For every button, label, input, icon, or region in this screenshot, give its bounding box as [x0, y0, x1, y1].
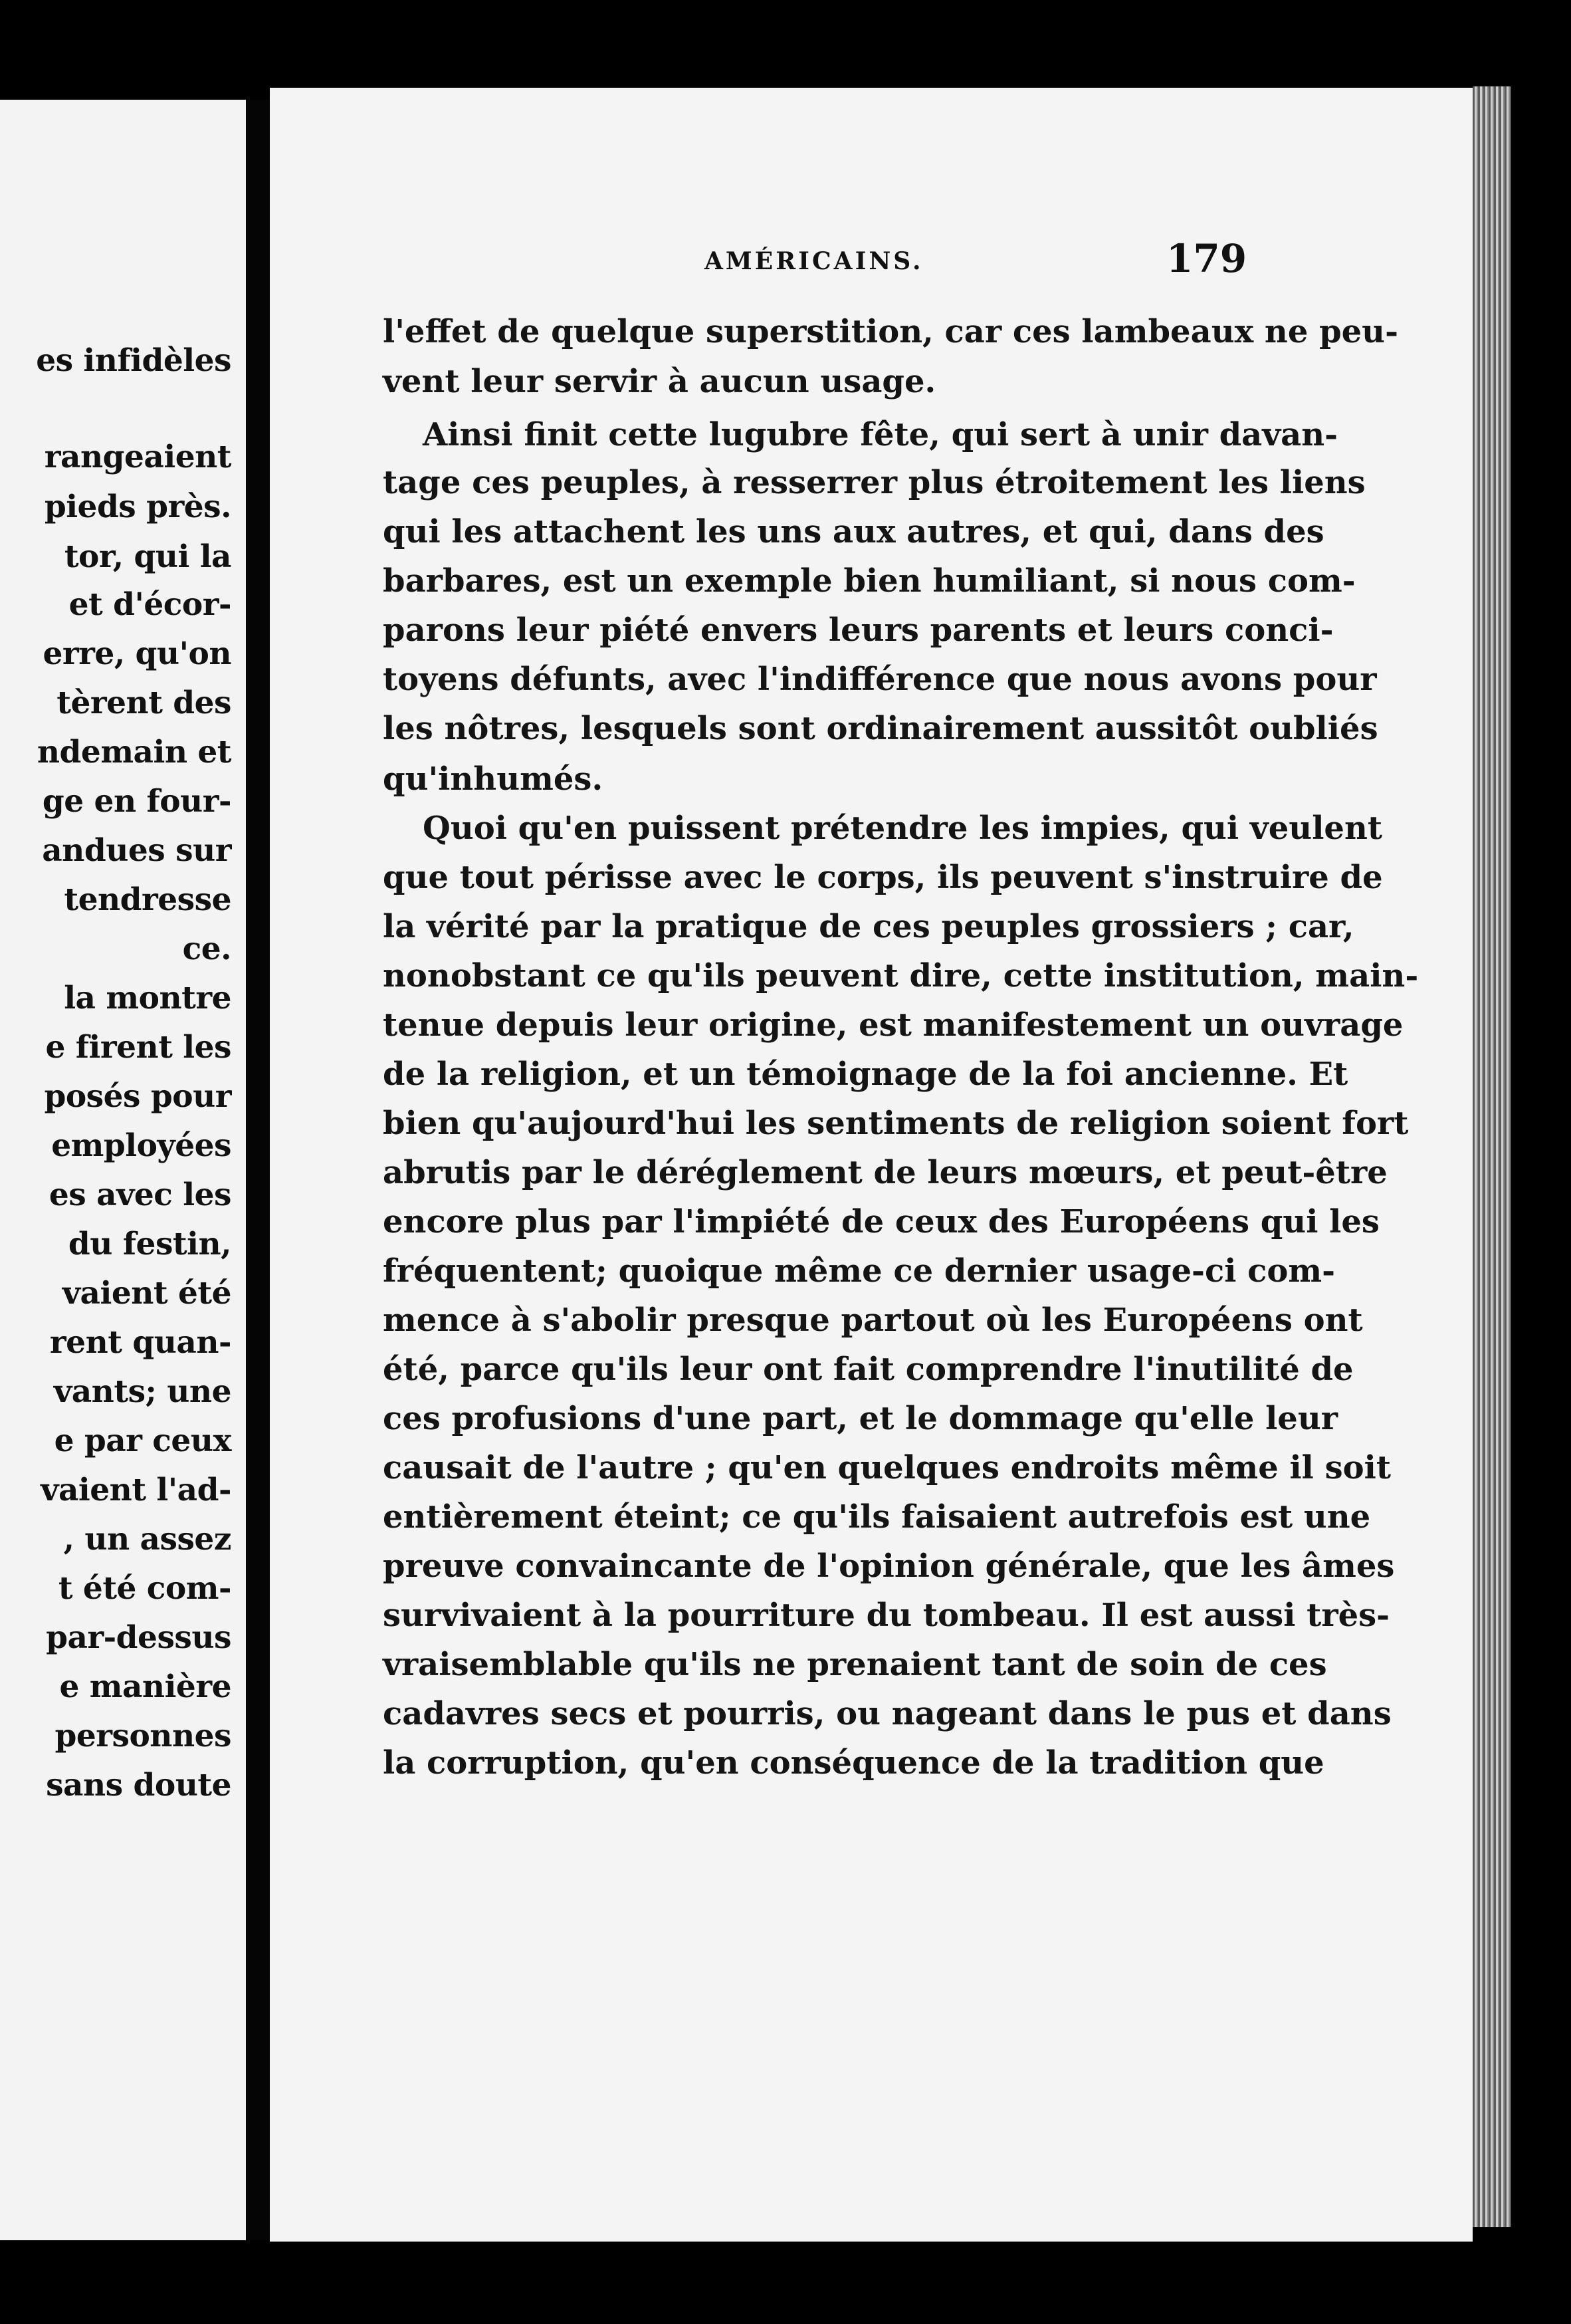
text-line: de la religion, et un témoignage de la foi ancienne. Et	[383, 1056, 1348, 1093]
text-line: les nôtres, lesquels sont ordinairement aussitôt oubliés	[383, 710, 1378, 747]
text-line: fréquentent; quoique même ce dernier usage-ci com-	[383, 1252, 1336, 1290]
left-page-line: vants; une	[53, 1373, 231, 1410]
text-line: vraisemblable qu'ils ne prenaient tant de soin de ces	[383, 1646, 1327, 1683]
text-line: survivaient à la pourriture du tombeau. Il est aussi très-	[383, 1597, 1390, 1634]
text-line: parons leur piété envers leurs parents et leurs conci-	[383, 612, 1334, 649]
left-page-line: es avec les	[49, 1177, 231, 1213]
text-line: bien qu'aujourd'hui les sentiments de religion soient fort	[383, 1105, 1409, 1142]
text-line: l'effet de quelque superstition, car ces lambeaux ne peu-	[383, 313, 1398, 350]
text-line: la corruption, qu'en conséquence de la tradition que	[383, 1744, 1324, 1782]
text-line: ces profusions d'une part, et le dommage qu'elle leur	[383, 1400, 1338, 1437]
left-page-line: vaient été	[62, 1275, 231, 1312]
text-line: abrutis par le déréglement de leurs mœurs, et peut-être	[383, 1154, 1388, 1191]
text-line: vent leur servir à aucun usage.	[383, 363, 936, 400]
text-line: preuve convaincante de l'opinion générale, que les âmes	[383, 1548, 1395, 1585]
left-page-line: tor, qui la	[64, 538, 231, 575]
left-page-line: sans doute	[46, 1767, 231, 1803]
left-page-line: tendresse	[64, 881, 231, 918]
left-page-line: ce.	[182, 931, 231, 967]
text-line: la vérité par la pratique de ces peuples grossiers ; car,	[383, 908, 1354, 945]
left-page-line: posés pour	[44, 1078, 231, 1115]
left-page-line: e firent les	[45, 1029, 231, 1066]
text-line: été, parce qu'ils leur ont fait comprendre l'inutilité de	[383, 1351, 1354, 1388]
text-line: qui les attachent les uns aux autres, et qui, dans des	[383, 513, 1324, 550]
text-line: encore plus par l'impiété de ceux des Européens qui les	[383, 1203, 1380, 1240]
text-line: cadavres secs et pourris, ou nageant dans le pus et dans	[383, 1695, 1392, 1732]
text-line: causait de l'autre ; qu'en quelques endroits même il soit	[383, 1449, 1392, 1486]
book-gutter	[246, 100, 270, 2240]
left-page-line: tèrent des	[56, 685, 231, 721]
text-line: que tout périsse avec le corps, ils peuvent s'instruire de	[383, 859, 1383, 896]
left-page	[0, 100, 246, 2240]
left-page-line: ndemain et	[37, 734, 231, 770]
left-page-line: rent quan-	[49, 1324, 231, 1361]
left-page-line: pieds près.	[44, 489, 231, 525]
left-page-line: personnes	[54, 1718, 231, 1754]
text-line: Ainsi finit cette lugubre fête, qui sert à unir davan-	[423, 416, 1338, 453]
text-line: barbares, est un exemple bien humiliant, si nous com-	[383, 562, 1356, 600]
text-line: toyens défunts, avec l'indifférence que nous avons pour	[383, 661, 1377, 698]
left-page-line: t été com-	[58, 1570, 231, 1607]
text-line: tage ces peuples, à resserrer plus étroitement les liens	[383, 464, 1366, 501]
text-line: Quoi qu'en puissent prétendre les impies, qui veulent	[423, 810, 1383, 847]
running-head: AMÉRICAINS.	[704, 247, 924, 275]
left-page-line: la montre	[64, 980, 231, 1016]
text-line: qu'inhumés.	[383, 760, 603, 798]
left-page-line: e manière	[59, 1669, 231, 1705]
left-page-line: , un assez	[63, 1521, 231, 1558]
text-line: mence à s'abolir presque partout où les Européens ont	[383, 1302, 1363, 1339]
page-number: 179	[1166, 236, 1247, 281]
left-page-line: es infidèles	[36, 342, 231, 379]
text-line: nonobstant ce qu'ils peuvent dire, cette institution, main-	[383, 957, 1419, 994]
left-page-line: rangeaient	[44, 439, 231, 475]
left-page-line: ge en four-	[42, 783, 231, 820]
left-page-line: et d'écor-	[68, 586, 231, 623]
text-line: tenue depuis leur origine, est manifestement un ouvrage	[383, 1006, 1404, 1044]
text-line: entièrement éteint; ce qu'ils faisaient autrefois est une	[383, 1498, 1371, 1536]
left-page-line: e par ceux	[54, 1423, 231, 1459]
left-page-line: erre, qu'on	[43, 636, 231, 672]
left-page-line: vaient l'ad-	[41, 1472, 231, 1508]
left-page-line: du festin,	[68, 1226, 231, 1262]
left-page-line: par-dessus	[46, 1619, 231, 1656]
left-page-line: employées	[51, 1127, 231, 1164]
left-page-line: andues sur	[42, 832, 231, 869]
page-edge	[1473, 86, 1511, 2227]
